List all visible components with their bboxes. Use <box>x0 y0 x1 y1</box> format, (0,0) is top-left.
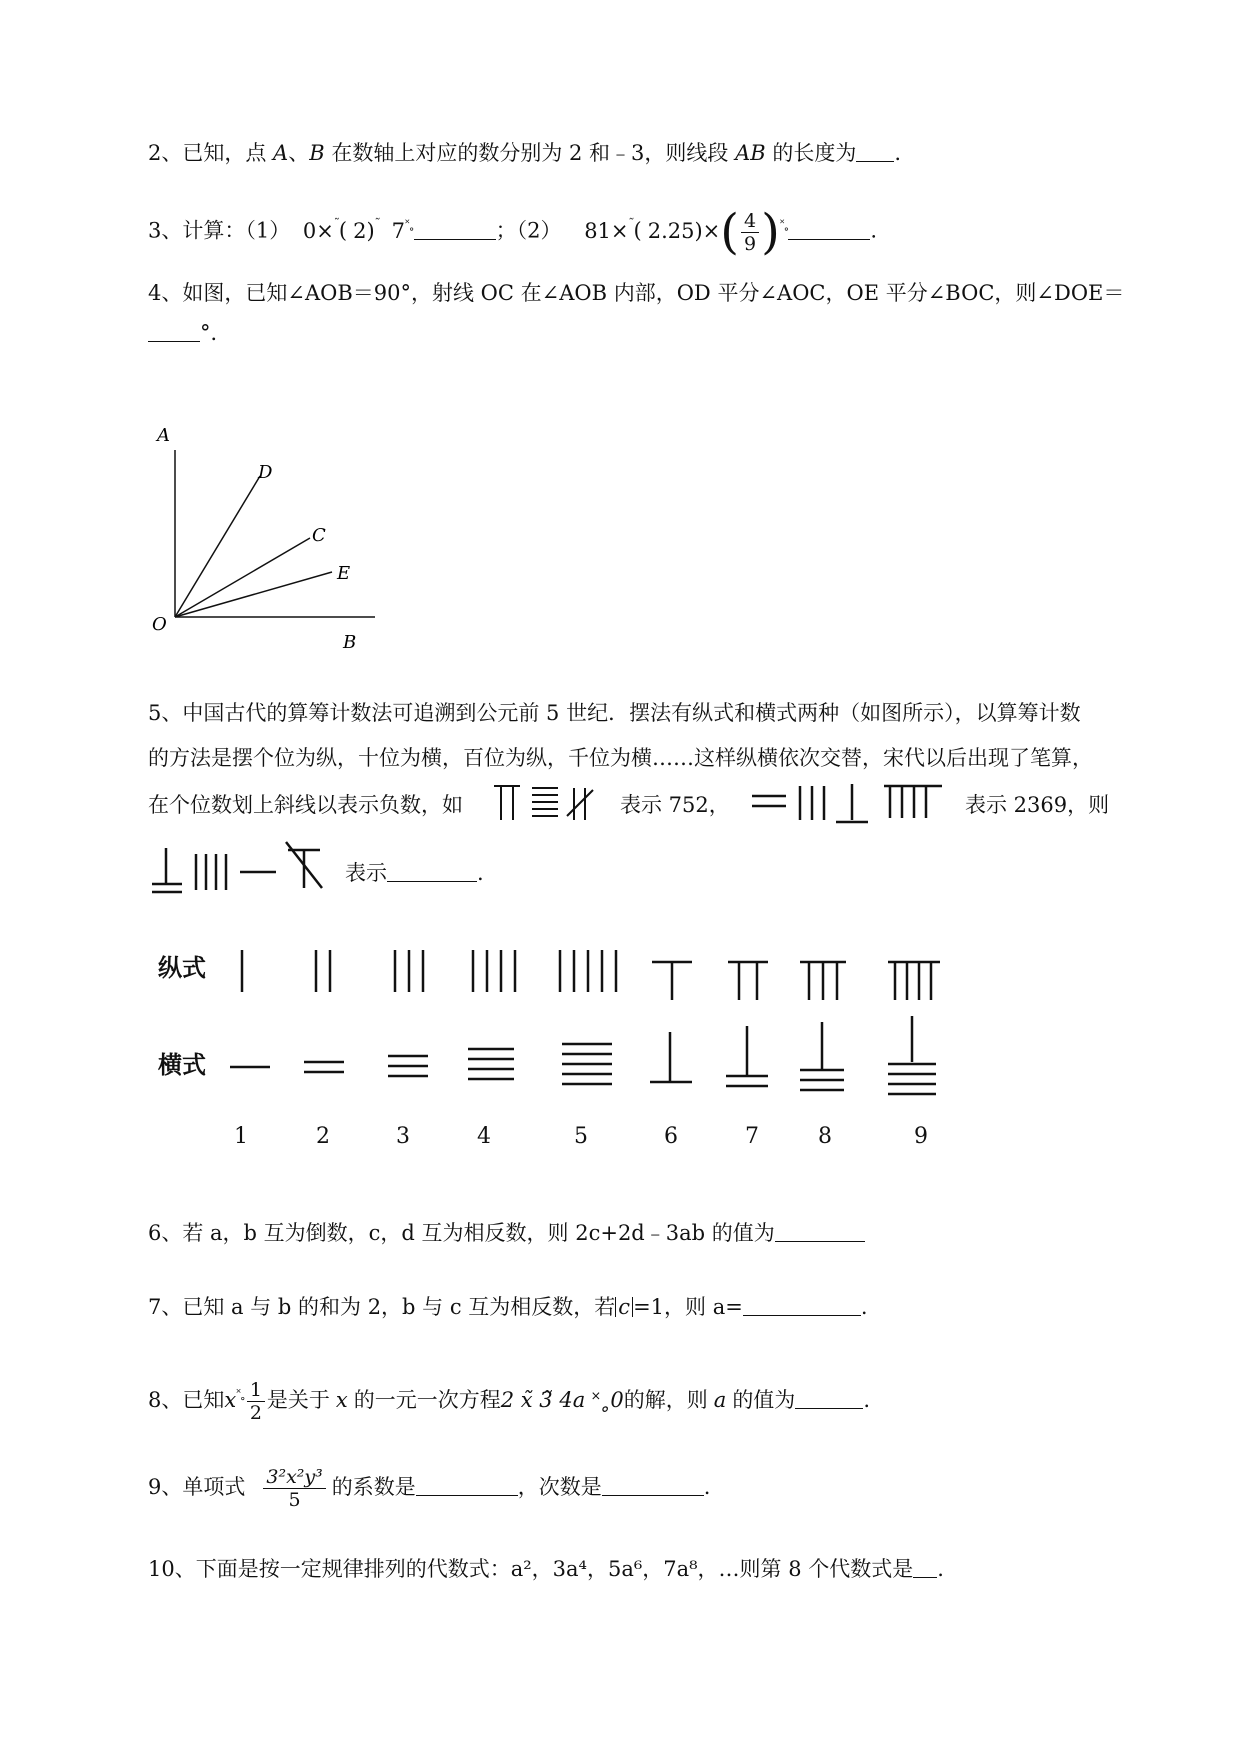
label-b: B <box>343 632 357 653</box>
q3-glyph: ˜ <box>333 216 339 231</box>
q5-line3a: 在个位数划上斜线以表示负数，如 <box>148 793 463 817</box>
q8-suffix: 的值为 <box>732 1388 796 1412</box>
answer-blank[interactable] <box>775 1221 865 1242</box>
q2-mid: 在数轴上对应的数分别为 2 和﹣3，则线段 <box>324 141 736 165</box>
answer-blank-2[interactable] <box>788 219 870 240</box>
answer-blank-1[interactable] <box>414 219 496 240</box>
question-6 <box>148 1218 865 1248</box>
q10-end: . <box>937 1557 944 1581</box>
question-5-line3a <box>148 790 463 820</box>
q9-text: 9、单项式 <box>148 1475 246 1499</box>
var-x: x <box>224 1388 237 1412</box>
q8-mid3: 的解，则 <box>623 1388 708 1412</box>
fraction-den: 9 <box>744 232 757 255</box>
fraction-den: 2 <box>249 1402 262 1424</box>
abs-c: c <box>615 1297 633 1317</box>
heng-8 <box>800 1022 844 1090</box>
rod-number-1: 1 <box>234 1124 248 1149</box>
answer-blank[interactable] <box>387 861 477 882</box>
left-paren: ( <box>720 204 739 260</box>
rod-number-3: 3 <box>396 1124 410 1149</box>
heng-5 <box>562 1044 612 1084</box>
answer-blank[interactable] <box>856 141 894 162</box>
q8-mid: 是关于 <box>266 1388 330 1412</box>
zong-4 <box>473 950 515 992</box>
q5-end: . <box>477 861 484 885</box>
q7-mid: =1，则 a= <box>633 1295 743 1319</box>
q8-equation: 2 x̃ 3̃ 4a ˟˳0 <box>500 1388 624 1412</box>
fraction-4-9 <box>741 210 759 255</box>
question-4-line1 <box>148 278 1124 308</box>
q5-line3b: 表示 752， <box>620 793 730 817</box>
fraction-1-2 <box>247 1379 265 1424</box>
q3-glyph3: ˜ <box>628 216 634 231</box>
q9-end: . <box>703 1475 711 1499</box>
segment-ab: AB <box>735 141 766 165</box>
question-9 <box>148 1466 710 1511</box>
question-8 <box>148 1378 870 1424</box>
q3-text: 3、计算：（1） <box>148 218 291 243</box>
right-paren: ) <box>761 204 780 260</box>
q3-star: ˟˳ <box>405 216 414 231</box>
label-d: D <box>258 462 273 483</box>
heng-9 <box>888 1016 936 1094</box>
question-5-line4 <box>345 858 484 888</box>
q3-glyph2: ˜ <box>374 216 380 231</box>
answer-blank-coefficient[interactable] <box>416 1475 518 1496</box>
question-5-line3c <box>965 790 1109 820</box>
q3-sep: ；（2） <box>495 218 562 243</box>
rod-number-8: 8 <box>818 1124 832 1149</box>
answer-blank[interactable] <box>913 1557 937 1578</box>
angle-figure <box>140 420 380 660</box>
heng-2 <box>304 1062 344 1072</box>
q8-mid2: 的一元一次方程 <box>353 1388 501 1412</box>
heng-4 <box>468 1049 514 1079</box>
q4-degree: °． <box>200 321 232 345</box>
question-3 <box>148 204 878 260</box>
answer-blank[interactable] <box>743 1295 861 1316</box>
q3-expr2b: ( <box>633 218 642 243</box>
q7-end: . <box>860 1295 868 1319</box>
question-5-line1 <box>148 698 1081 728</box>
heng-7 <box>726 1026 768 1086</box>
q5-line1: 5、中国古代的算筹计数法可追溯到公元前 5 世纪．摆法有纵式和横式两种（如图所示），以算筹计数 <box>148 701 1081 725</box>
q9-mid2: ，次数是 <box>517 1475 602 1499</box>
monomial-den: 5 <box>288 1489 301 1511</box>
rod-number-7: 7 <box>745 1124 759 1149</box>
q8-star: ˟˳ <box>236 1386 245 1400</box>
q2-suffix: 的长度为 <box>765 141 857 165</box>
point-b: B <box>309 141 325 165</box>
q3-two: 2) <box>353 218 375 243</box>
q2-text: 2、已知，点 <box>148 141 274 165</box>
q9-mid: 的系数是 <box>331 1475 416 1499</box>
monomial-num: 3²x²y³ <box>263 1466 325 1489</box>
answer-blank[interactable] <box>795 1388 863 1409</box>
q3-star2: ˟˳ <box>779 216 789 231</box>
q2-sep: 、 <box>288 141 310 165</box>
q5-line4: 表示 <box>345 861 387 885</box>
var-a: a <box>713 1388 727 1412</box>
zong-label: 纵式 <box>158 954 206 982</box>
label-c: C <box>312 525 326 546</box>
q2-end: . <box>894 141 902 165</box>
point-a: A <box>273 141 289 165</box>
answer-blank-degree[interactable] <box>602 1475 704 1496</box>
rod-number-5: 5 <box>574 1124 588 1149</box>
q5-line2: 的方法是摆个位为纵，十位为横，百位为纵，千位为横……这样纵横依次交替，宋代以后出现了笔算， <box>148 746 1093 770</box>
rod-number-9: 9 <box>914 1124 928 1149</box>
question-7 <box>148 1292 868 1322</box>
rod-numeral-752 <box>490 780 605 830</box>
zong-9 <box>888 962 940 1000</box>
rod-numeral-question <box>148 840 333 898</box>
rod-number-4: 4 <box>477 1124 491 1149</box>
fraction-num: 1 <box>247 1379 265 1402</box>
heng-label: 横式 <box>158 1051 206 1079</box>
q3-end: . <box>870 218 878 243</box>
zong-3 <box>395 950 423 992</box>
fraction-num: 4 <box>741 210 759 233</box>
q3-seven: 7 <box>391 218 406 243</box>
zong-7 <box>728 962 768 1000</box>
question-5-line3b <box>620 790 730 820</box>
label-a: A <box>157 425 170 446</box>
label-e: E <box>337 563 351 584</box>
q10-text: 10、下面是按一定规律排列的代数式：a²，3a⁴，5a⁶，7a⁸，…则第 8 个代数式是 <box>148 1557 914 1581</box>
q8-text: 8、已知 <box>148 1388 225 1412</box>
zong-8 <box>800 962 846 1000</box>
ray-oc <box>175 538 310 617</box>
rod-numeral-2369 <box>750 778 950 832</box>
q5-line3c: 表示 2369，则 <box>965 793 1110 817</box>
q7-text: 7、已知 a 与 b 的和为 2，b 与 c 互为相反数，若 <box>148 1295 616 1319</box>
q3-paren: ( <box>338 218 348 243</box>
zong-2 <box>316 950 330 992</box>
answer-blank[interactable] <box>148 321 200 342</box>
q8-end: . <box>863 1388 870 1412</box>
question-4-line2 <box>148 318 232 348</box>
q3-expr2a: 81× <box>584 218 629 243</box>
zong-6 <box>652 962 692 1000</box>
rod-numeral-table <box>220 940 960 1130</box>
q6-text: 6、若 a，b 互为倒数，c，d 互为相反数，则 2c+2d﹣3ab 的值为 <box>148 1221 775 1245</box>
var-x2: x <box>335 1388 348 1412</box>
q3-expr2c: 2.25)× <box>647 218 721 243</box>
q4-text: 4、如图，已知∠AOB＝90°，射线 OC 在∠AOB 内部，OD 平分∠AOC，OE 平分∠BOC，则∠DOE＝ <box>148 281 1125 305</box>
label-o: O <box>152 614 167 635</box>
q3-expr1: 0× <box>302 218 334 243</box>
zong-5 <box>560 950 616 992</box>
monomial-fraction <box>263 1466 325 1511</box>
heng-3 <box>388 1056 428 1076</box>
heng-6 <box>650 1032 692 1082</box>
question-10 <box>148 1554 944 1584</box>
question-2 <box>148 138 901 168</box>
question-5-line2 <box>148 743 1093 773</box>
rod-number-6: 6 <box>664 1124 678 1149</box>
rod-number-2: 2 <box>316 1124 330 1149</box>
